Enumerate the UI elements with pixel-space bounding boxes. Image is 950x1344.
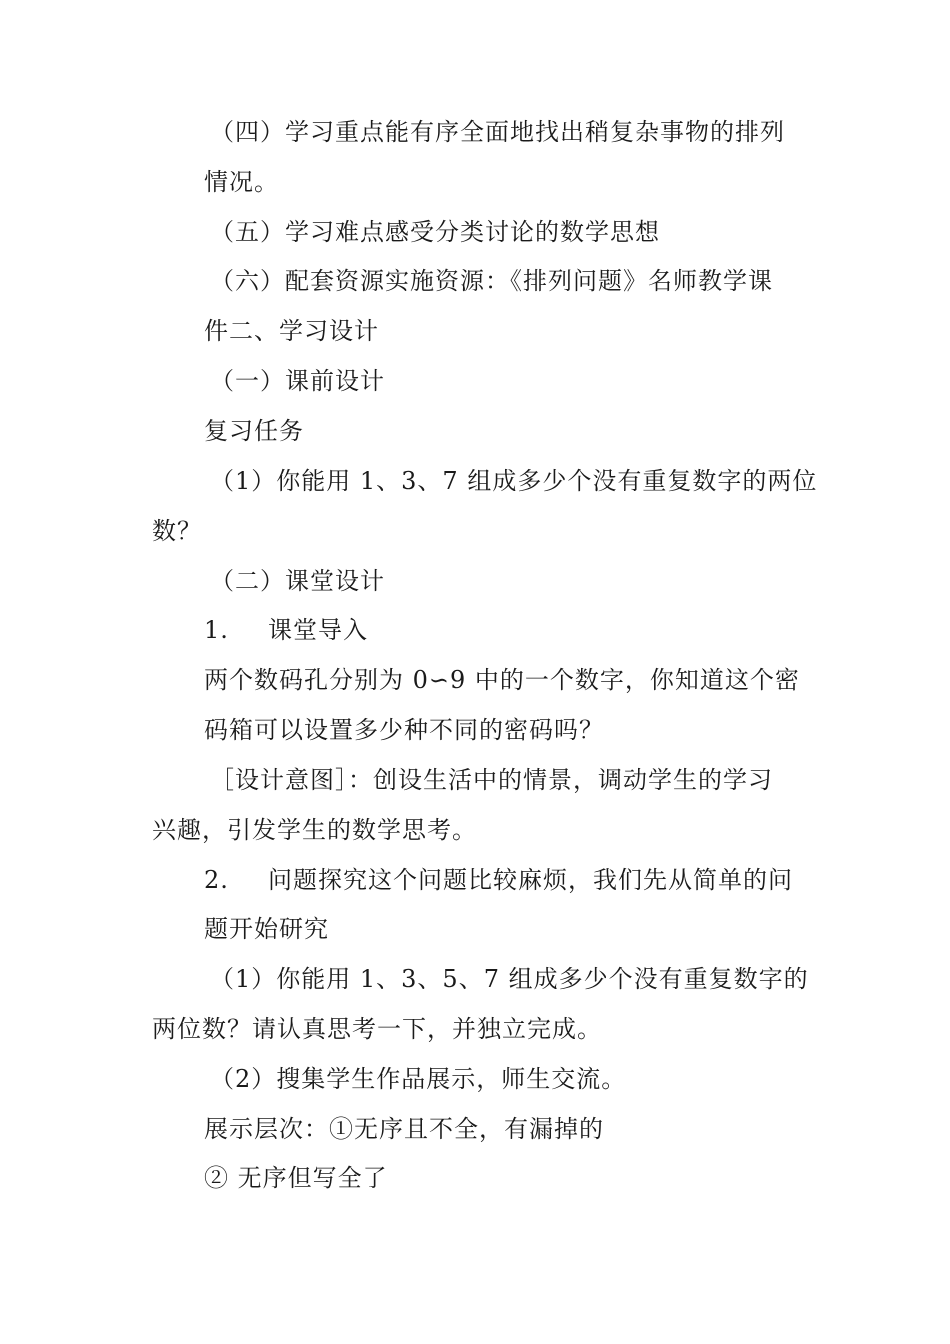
text-line: （四）学习重点能有序全面地找出稍复杂事物的排列 xyxy=(210,118,785,146)
text-line: （二）课堂设计 xyxy=(210,567,385,595)
text-line: 课堂导入 xyxy=(268,616,368,644)
text-line: 复习任务 xyxy=(204,417,304,445)
numbered-heading xyxy=(204,615,368,645)
text-line: 码箱可以设置多少种不同的密码吗？ xyxy=(204,716,604,744)
text-line: ② 无序但写全了 xyxy=(204,1164,388,1192)
text-line: （一）课前设计 xyxy=(210,367,385,395)
text-line: 两个数码孔分别为 0∽9 中的一个数字，你知道这个密 xyxy=(204,666,800,694)
text-line: 件二、学习设计 xyxy=(204,317,379,345)
text-line: （1）你能用 1、3、5、7 组成多少个没有重复数字的 xyxy=(210,965,809,993)
list-number: 1. xyxy=(204,616,229,644)
list-number: 2. xyxy=(204,866,229,894)
text-line: 数？ xyxy=(152,517,202,545)
numbered-heading xyxy=(204,865,793,895)
text-line: 题开始研究 xyxy=(204,915,329,943)
text-line: （2）搜集学生作品展示，师生交流。 xyxy=(210,1065,627,1093)
text-line: 问题探究这个问题比较麻烦，我们先从简单的问 xyxy=(268,866,793,894)
text-line: （五）学习难点感受分类讨论的数学思想 xyxy=(210,218,660,246)
text-line: （六）配套资源实施资源：《排列问题》名师教学课 xyxy=(210,267,773,295)
text-line: 两位数？请认真思考一下，并独立完成。 xyxy=(152,1015,602,1043)
text-line: （1）你能用 1、3、7 组成多少个没有重复数字的两位 xyxy=(210,467,818,495)
text-line: 兴趣，引发学生的数学思考。 xyxy=(152,816,477,844)
text-line: 展示层次：①无序且不全，有漏掉的 xyxy=(204,1115,604,1143)
text-line: ［设计意图］：创设生活中的情景，调动学生的学习 xyxy=(210,766,773,794)
text-line: 情况。 xyxy=(204,168,279,196)
